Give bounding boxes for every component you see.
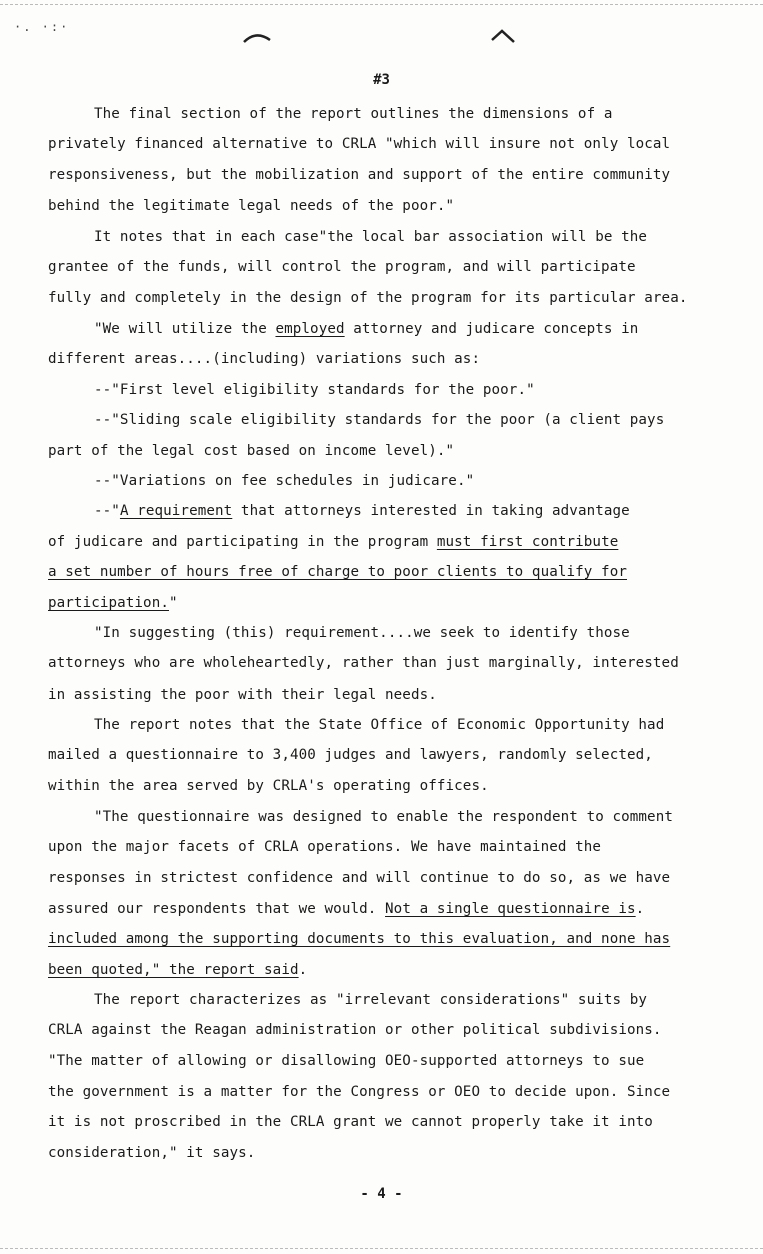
underlined-text: Not a single questionnaire is: [385, 901, 636, 917]
text-line: [48, 442, 454, 460]
text-segment: attorneys who are wholeheartedly, rather than just marginally, interested: [48, 655, 679, 671]
text-line: [48, 563, 627, 581]
underlined-text: employed: [275, 321, 345, 337]
text-segment: "In suggesting (this) requirement....we seek to identify those: [94, 625, 630, 641]
text-segment: .: [298, 962, 308, 978]
text-segment: CRLA against the Reagan administration or other political subdivisions.: [48, 1022, 662, 1038]
text-line: [48, 777, 489, 795]
text-segment: --"First level eligibility standards for the poor.": [94, 382, 535, 398]
scan-speckle: ·. ·:·: [14, 20, 70, 34]
text-segment: part of the legal cost based on income level).": [48, 443, 455, 459]
text-line: [94, 716, 664, 734]
text-segment: responses in strictest confidence and will continue to do so, as we have: [48, 870, 671, 886]
text-line: [48, 869, 670, 887]
text-line: [94, 808, 673, 826]
bottom-edge: [0, 1248, 763, 1250]
text-segment: The report characterizes as "irrelevant considerations" suits by: [94, 992, 648, 1008]
text-segment: It notes that in each case"the local bar association will be the: [94, 229, 648, 245]
text-segment: assured our respondents that we would.: [48, 901, 386, 917]
text-line: [48, 1052, 644, 1070]
text-line: [48, 166, 670, 184]
text-line: [48, 900, 644, 918]
text-line: [94, 991, 647, 1009]
text-line: [48, 350, 480, 368]
underlined-text: included among the supporting documents to this evaluation, and none has: [48, 931, 671, 947]
text-segment: consideration," it says.: [48, 1145, 256, 1161]
text-segment: --"Variations on fee schedules in judicare.": [94, 473, 475, 489]
text-segment: mailed a questionnaire to 3,400 judges and lawyers, randomly selected,: [48, 747, 653, 763]
text-line: [48, 594, 178, 612]
text-line: [48, 961, 307, 979]
text-segment: "We will utilize the: [94, 321, 276, 337]
text-segment: fully and completely in the design of the program for its particular area.: [48, 290, 688, 306]
text-line: [48, 838, 601, 856]
text-segment: responsiveness, but the mobilization and support of the entire community: [48, 167, 671, 183]
punch-mark-right: [490, 28, 516, 44]
underlined-text: must first contribute: [436, 534, 619, 550]
text-segment: within the area served by CRLA's operating offices.: [48, 778, 489, 794]
top-edge: [0, 4, 763, 6]
text-segment: --"Sliding scale eligibility standards for the poor (a client pays: [94, 412, 665, 428]
text-line: [48, 686, 437, 704]
page-header: #3: [373, 72, 390, 88]
text-segment: privately financed alternative to CRLA "which will insure not only local: [48, 136, 671, 152]
page-footer: - 4 -: [360, 1186, 403, 1202]
text-line: [94, 381, 535, 399]
text-line: [48, 1021, 662, 1039]
text-line: [48, 1144, 255, 1162]
text-line: [94, 320, 638, 338]
text-segment: ": [168, 595, 178, 611]
text-line: [94, 472, 474, 490]
text-segment: upon the major facets of CRLA operations. We have maintained the: [48, 839, 602, 855]
text-segment: "The matter of allowing or disallowing OEO-supported attorneys to sue: [48, 1053, 645, 1069]
text-line: [48, 746, 653, 764]
text-line: [48, 197, 454, 215]
text-segment: grantee of the funds, will control the program, and will participate: [48, 259, 636, 275]
text-segment: "The questionnaire was designed to enable the respondent to comment: [94, 809, 673, 825]
text-segment: of judicare and participating in the program: [48, 534, 437, 550]
text-segment: attorney and judicare concepts in: [344, 321, 639, 337]
text-line: [48, 930, 670, 948]
text-segment: --": [94, 503, 120, 519]
underlined-text: been quoted," the report said: [48, 962, 299, 978]
text-line: [94, 105, 613, 123]
text-line: [48, 533, 618, 551]
text-line: [48, 135, 670, 153]
punch-mark-left: [242, 30, 272, 44]
text-segment: different areas....(including) variations such as:: [48, 351, 481, 367]
underlined-text: a set number of hours free of charge to poor clients to qualify for: [48, 564, 627, 580]
text-line: [48, 289, 687, 307]
text-segment: The report notes that the State Office of Economic Opportunity had: [94, 717, 665, 733]
text-segment: The final section of the report outlines the dimensions of a: [94, 106, 613, 122]
text-segment: behind the legitimate legal needs of the poor.": [48, 198, 455, 214]
text-segment: the government is a matter for the Congress or OEO to decide upon. Since: [48, 1084, 671, 1100]
underlined-text: A requirement: [119, 503, 233, 519]
underlined-text: participation.: [48, 595, 169, 611]
text-line: [48, 1083, 670, 1101]
text-segment: .: [635, 901, 645, 917]
text-segment: that attorneys interested in taking advantage: [232, 503, 630, 519]
text-line: [94, 502, 630, 520]
text-segment: in assisting the poor with their legal needs.: [48, 687, 437, 703]
text-line: [94, 411, 664, 429]
text-line: [48, 654, 679, 672]
text-segment: it is not proscribed in the CRLA grant we cannot properly take it into: [48, 1114, 653, 1130]
text-line: [48, 1113, 653, 1131]
text-line: [94, 228, 647, 246]
text-line: [94, 624, 630, 642]
text-line: [48, 258, 636, 276]
